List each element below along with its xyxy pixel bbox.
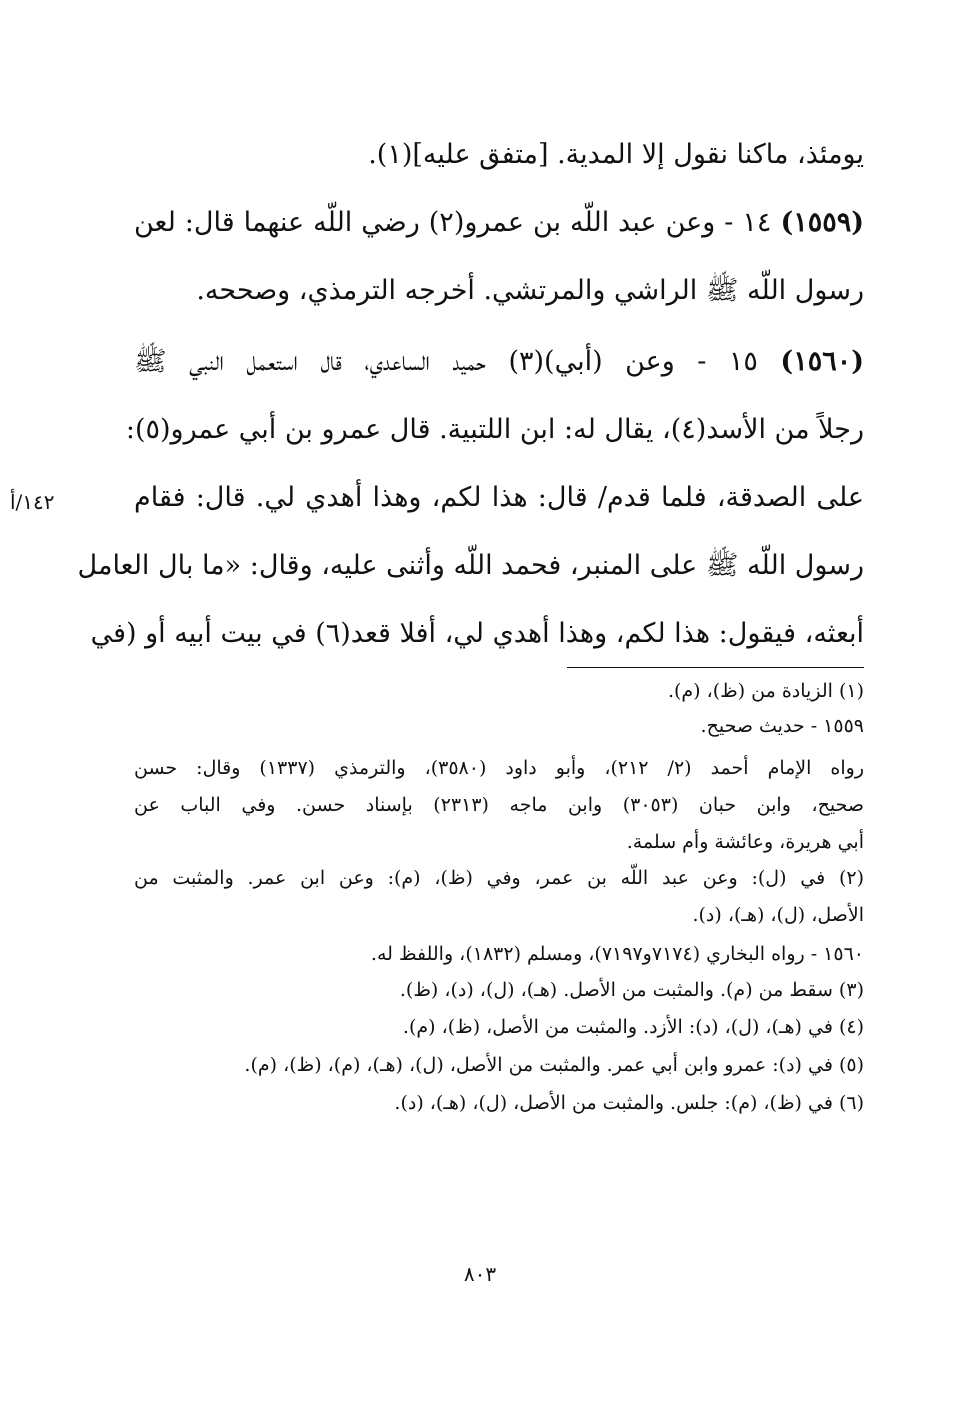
main-line: أبعثه، فيقول: هذا لكم، وهذا أهدي لي، أفلا قعد(٦) في بيت أبيه أو (في xyxy=(90,618,864,649)
hadith-number: (١٥٥٩) xyxy=(780,207,865,238)
footnote-line: (٥) في (د): عمرو وابن أبي عمر. والمثبت من الأصل، (ل)، (هـ)، (م)، (ظ)، (م). xyxy=(244,1054,864,1076)
footnote-line: (١) الزيادة من (ظ)، (م). xyxy=(667,680,864,702)
footnote-line: رواه الإمام أحمد (٢/ ٢١٢)، وأبو داود (٣٥٨٠)، والترمذي (١٣٣٧) وقال: حسن xyxy=(134,757,864,779)
footnote-line: صحيح، وابن حبان (٣٠٥٣) وابن ماجه (٢٣١٣) بإسناد حسن. وفي الباب عن xyxy=(134,794,864,816)
footnotes xyxy=(134,680,864,1112)
main-line: رجلاً من الأسد(٤)، يقال له: ابن اللتبية. قال عمرو بن أبي عمرو(٥): xyxy=(125,414,864,445)
hadith-1559-line: (١٥٥٩) ١٤ - وعن عبد اللّه بن عمرو(٢) رضي اللّه عنهما قال: لعن xyxy=(134,207,865,238)
hadith-number: (١٥٦٠) xyxy=(780,346,864,377)
main-text xyxy=(77,128,865,649)
main-line: رسول اللّه ﷺ على المنبر، فحمد اللّه وأثنى عليه، وقال: «ما بال العامل xyxy=(77,550,864,581)
footnote-line: (٦) في (ظ)، (م): جلس. والمثبت من الأصل، (ل)، (هـ)، (د). xyxy=(394,1092,864,1114)
main-line: على الصدقة، فلما قدم/ قال: هذا لكم، وهذا أهدي لي. قال: فقام xyxy=(134,482,864,513)
footnote-line: (٣) سقط من (م). والمثبت من الأصل. (هـ)، (ل)، (د)، (ظ). xyxy=(399,979,864,1001)
page-number: ٨٠٣ xyxy=(463,1262,497,1286)
footnote-line: الأصل، (ل)، (هـ)، (د). xyxy=(692,904,864,926)
main-line: يومئذ، ماكنا نقول إلا المدية. [متفق عليه](١). xyxy=(368,139,864,170)
folio-margin-note: ١٤٢/أ xyxy=(10,490,55,514)
hadith-1560-line: (١٥٦٠) ١٥ - وعن (أبي)(٣) حميد الساعدي، قال استعمل النبي ﷺ xyxy=(134,346,864,377)
footnote-line: (٢) في (ل): وعن عبد اللّه بن عمر، وفي (ظ)، (م): وعن ابن عمر. والمثبت من xyxy=(134,867,864,889)
main-line: رسول اللّه ﷺ الراشي والمرتشي. أخرجه الترمذي، وصححه. xyxy=(196,275,864,306)
footnote-line: أبي هريرة، وعائشة وأم سلمة. xyxy=(626,831,864,853)
footnote-line: ١٥٥٩ - حديث صحيح. xyxy=(700,715,864,737)
footnote-separator xyxy=(567,667,864,668)
footnote-line: (٤) في (هـ)، (ل)، (د): الأزد. والمثبت من الأصل، (ظ)، (م). xyxy=(402,1016,864,1038)
footnote-line: ١٥٦٠ - رواه البخاري (٧١٧٤و٧١٩٧)، ومسلم (١٨٣٢)، واللفظ له. xyxy=(370,943,864,965)
